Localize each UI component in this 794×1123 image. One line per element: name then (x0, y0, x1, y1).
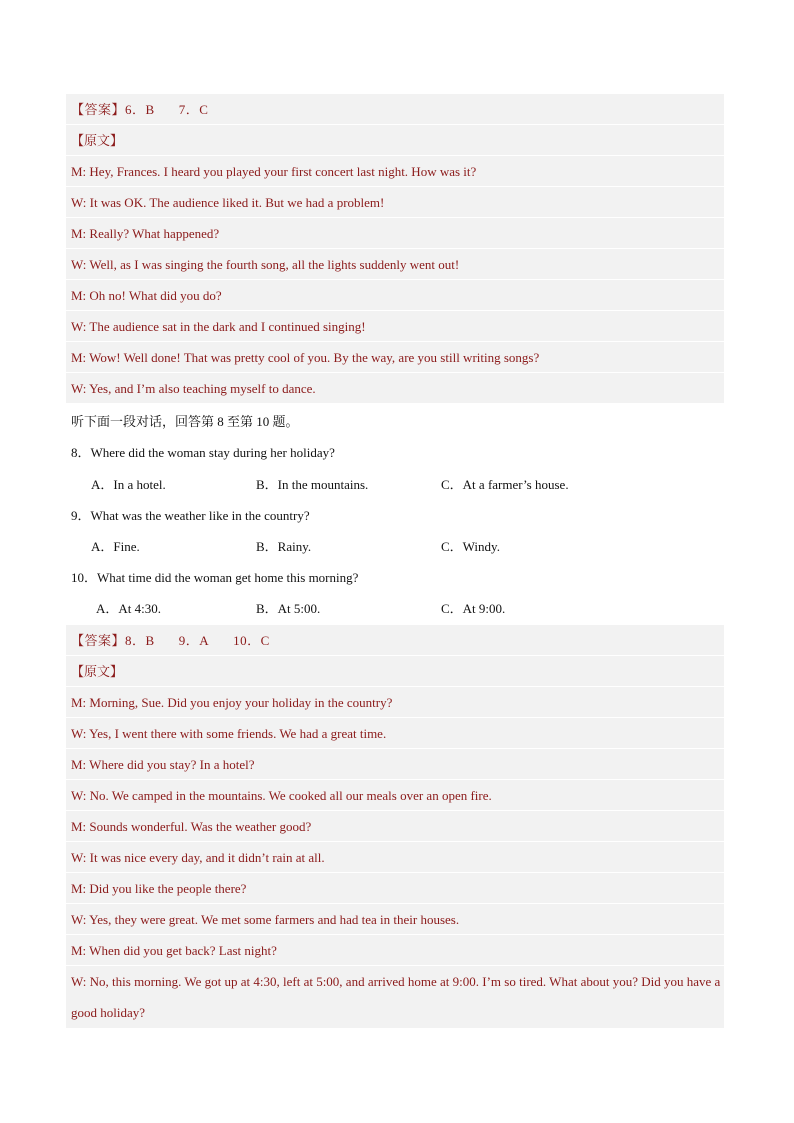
answer-7: 7．C (178, 102, 209, 117)
answer-label: 【答案】 (71, 102, 126, 117)
dialogue-line: M: Morning, Sue. Did you enjoy your holiday in the country? (66, 687, 724, 718)
original-label: 【原文】 (66, 125, 724, 156)
dialogue-line: W: No. We camped in the mountains. We cooked all our meals over an open fire. (66, 780, 724, 811)
dialogue-line: M: Wow! Well done! That was pretty cool of you. By the way, are you still writing songs? (66, 342, 724, 373)
question-9-option-c: C．Windy. (441, 539, 500, 554)
question-9-option-a: A．Fine. (91, 539, 140, 554)
dialogue-line: M: Did you like the people there? (66, 873, 724, 904)
question-8: 8．Where did the woman stay during her holiday? (71, 445, 335, 460)
dialogue-line: W: Yes, I went there with some friends. We had a great time. (66, 718, 724, 749)
dialogue-line: M: Hey, Frances. I heard you played your first concert last night. How was it? (66, 156, 724, 187)
answer-row (66, 94, 724, 125)
dialogue-line: W: It was OK. The audience liked it. But we had a problem! (66, 187, 724, 218)
answer-block-8-10 (66, 625, 724, 1029)
dialogue-line: W: The audience sat in the dark and I continued singing! (66, 311, 724, 342)
question-10: 10．What time did the woman get home this morning? (71, 570, 359, 585)
dialogue-line: W: Well, as I was singing the fourth song, all the lights suddenly went out! (66, 249, 724, 280)
dialogue-line: M: Sounds wonderful. Was the weather good? (66, 811, 724, 842)
dialogue-line: W: It was nice every day, and it didn’t rain at all. (66, 842, 724, 873)
question-8-option-c: C．At a farmer’s house. (441, 477, 569, 492)
dialogue-line: W: Yes, they were great. We met some farmers and had tea in their houses. (66, 904, 724, 935)
question-8-option-b: B．In the mountains. (256, 477, 369, 492)
question-8-option-a: A．In a hotel. (91, 477, 166, 492)
question-9-option-b: B．Rainy. (256, 539, 312, 554)
question-10-option-c: C．At 9:00. (441, 601, 506, 616)
original-label: 【原文】 (66, 656, 724, 687)
answer-label: 【答案】 (71, 633, 126, 648)
answer-9: 9．A (178, 633, 210, 648)
answer-10: 10．C (233, 633, 270, 648)
dialogue-line: M: Oh no! What did you do? (66, 280, 724, 311)
question-10-option-b: B．At 5:00. (256, 601, 321, 616)
dialogue-line: W: Yes, and I’m also teaching myself to dance. (66, 373, 724, 404)
listening-instruction: 听下面一段对话，回答第 8 至第 10 题。 (71, 414, 299, 429)
dialogue-line: M: Where did you stay? In a hotel? (66, 749, 724, 780)
answer-block-6-7 (66, 94, 724, 404)
dialogue-line: M: Really? What happened? (66, 218, 724, 249)
answer-6: 6．B (125, 102, 155, 117)
question-9: 9．What was the weather like in the country? (71, 508, 310, 523)
answer-8: 8．B (125, 633, 155, 648)
question-10-option-a: A．At 4:30. (96, 601, 162, 616)
dialogue-line: M: When did you get back? Last night? (66, 935, 724, 966)
answer-row (66, 625, 724, 656)
dialogue-line: W: No, this morning. We got up at 4:30, left at 5:00, and arrived home at 9:00. I’m so tired. What about you? Did you have a good holiday? (66, 966, 724, 1029)
